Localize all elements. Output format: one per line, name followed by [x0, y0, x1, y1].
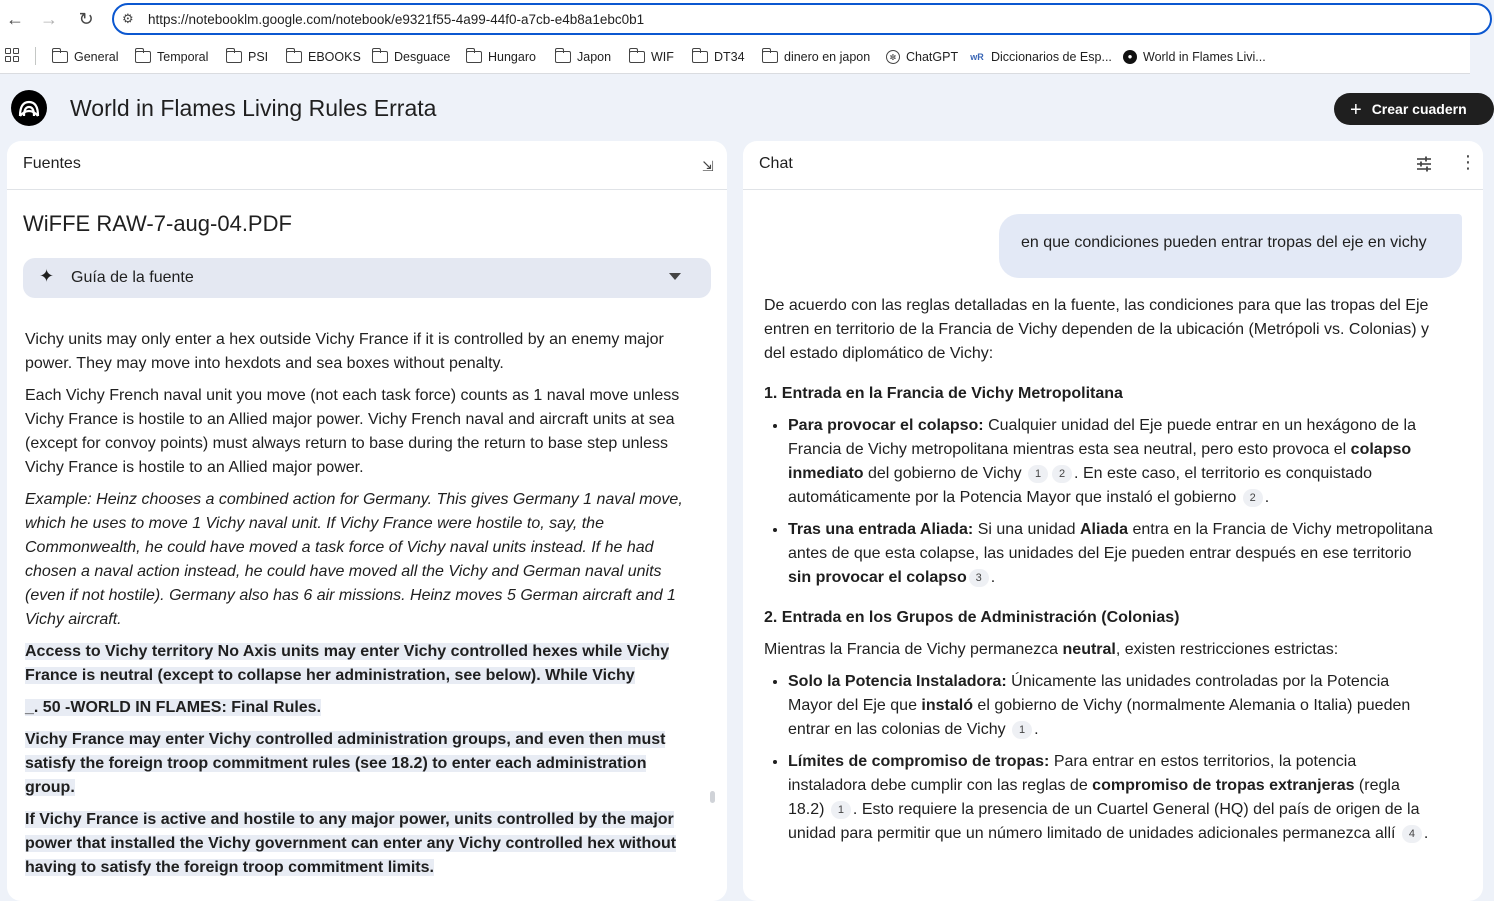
- bookmark-dinero-en-japon[interactable]: [762, 48, 870, 66]
- notebooklm-icon: ●: [1123, 50, 1137, 64]
- bookmark-psi[interactable]: [226, 48, 268, 66]
- bookmark-label: World in Flames Livi...: [1143, 50, 1266, 64]
- text: .: [990, 569, 996, 586]
- bold-text: Límites de compromiso de tropas:: [788, 753, 1050, 770]
- bold-text: Solo la Potencia Instaladora:: [788, 673, 1007, 690]
- notebooklm-logo-icon[interactable]: [11, 90, 47, 126]
- text: (regla 18.2): [788, 777, 1400, 818]
- citation-chip[interactable]: 2: [1052, 465, 1072, 483]
- bold-text: instaló: [921, 697, 973, 714]
- bookmarks-divider: [35, 47, 36, 65]
- bookmark-dt34[interactable]: [692, 48, 745, 66]
- notebook-title[interactable]: World in Flames Living Rules Errata: [70, 95, 437, 121]
- app-header: [0, 75, 1470, 140]
- source-content: [25, 328, 695, 888]
- assistant-response: [764, 294, 1434, 862]
- text: Mientras la Francia de Vichy permanezca: [764, 641, 1063, 658]
- scrollbar-thumb[interactable]: [710, 791, 715, 803]
- chat-panel: [743, 141, 1483, 901]
- bookmark-label: Desguace: [394, 50, 451, 64]
- text: , existen restricciones estrictas:: [1115, 641, 1339, 658]
- bold-text: colapso inmediato: [788, 441, 1412, 482]
- sources-panel-header: [7, 141, 727, 190]
- back-arrow-icon[interactable]: ←: [6, 9, 24, 29]
- text: Únicamente las unidades controladas por la Potencia Mayor del Eje que: [788, 673, 1390, 714]
- text: . En este caso, el territorio es conquistado automáticamente por la Potencia Mayor que instaló el gobierno: [788, 465, 1372, 506]
- wordreference-icon: wR: [970, 52, 984, 62]
- response-list: [788, 414, 1434, 590]
- bookmark-general[interactable]: [52, 48, 118, 66]
- source-paragraph: Vichy units may only enter a hex outside Vichy France if it is controlled by an enemy major power. They may move into hexdots and sea boxes without penalty.: [25, 331, 664, 372]
- plus-icon: +: [1350, 99, 1362, 121]
- bookmark-label: General: [74, 50, 119, 64]
- folder-icon: [226, 51, 242, 63]
- bold-text: Tras una entrada Aliada:: [788, 521, 974, 538]
- forward-arrow-icon[interactable]: →: [40, 9, 58, 29]
- bookmark-diccionarios[interactable]: [969, 48, 1112, 66]
- folder-icon: [555, 51, 571, 63]
- reload-icon[interactable]: ↻: [78, 9, 94, 29]
- bookmark-label: Japon: [577, 50, 612, 64]
- bookmark-temporal[interactable]: [135, 48, 208, 66]
- bold-text: sin provocar el colapso: [788, 569, 967, 586]
- bold-text: compromiso de tropas extranjeras: [1092, 777, 1355, 794]
- source-guide-label: Guía de la fuente: [71, 269, 194, 286]
- bookmark-hungaro[interactable]: [466, 48, 536, 66]
- address-bar[interactable]: [112, 3, 1492, 35]
- citation-chip[interactable]: 3: [969, 569, 989, 587]
- text: Para entrar en estos territorios, la potencia instaladora debe cumplir con las reglas de: [788, 753, 1357, 794]
- citation-chip[interactable]: 1: [1028, 465, 1048, 483]
- chatgpt-icon: ✼: [886, 50, 900, 64]
- response-list-item: [788, 670, 1434, 742]
- bookmark-label: ChatGPT: [906, 50, 959, 64]
- source-highlighted-paragraph[interactable]: [25, 640, 695, 688]
- bold-text: Aliada: [1080, 521, 1129, 538]
- response-list: [788, 670, 1434, 846]
- apps-grid-icon[interactable]: [5, 48, 19, 62]
- highlighted-text: If Vichy France is active and hostile to any major power, units controlled by the major power that installed the Vichy government can enter any Vichy controlled hex without having to satisfy the foreign troop commitment limits.: [25, 811, 677, 876]
- text: el gobierno de Vichy (normalmente Alemania o Italia) pueden entrar en las colonias de Vichy: [788, 697, 1411, 738]
- tune-settings-icon[interactable]: [1415, 155, 1433, 173]
- source-highlighted-paragraph[interactable]: [25, 728, 695, 800]
- text: .: [1034, 721, 1039, 738]
- sparkle-icon: ✦: [39, 266, 55, 286]
- text: .: [1264, 489, 1270, 506]
- text: . Esto requiere la presencia de un Cuartel General (HQ) del país de origen de la unidad para permitir que un número limitado de unidades adicionales permanezca allí: [788, 801, 1420, 842]
- chevron-down-icon: [669, 273, 681, 280]
- text: del gobierno de Vichy: [863, 465, 1027, 482]
- bold-text: neutral: [1062, 641, 1116, 658]
- response-heading: 1. Entrada en la Francia de Vichy Metropolitana: [764, 385, 1123, 402]
- user-message: en que condiciones pueden entrar tropas del eje en vichy: [999, 214, 1462, 278]
- bookmark-label: PSI: [248, 50, 269, 64]
- bookmarks-bar: [0, 38, 1470, 74]
- sources-panel: [7, 141, 727, 901]
- response-list-item: [788, 750, 1434, 846]
- source-guide-toggle[interactable]: [23, 258, 711, 298]
- citation-chip[interactable]: 1: [831, 801, 851, 819]
- folder-icon: [52, 51, 68, 63]
- bookmark-world-in-flames[interactable]: [1123, 48, 1266, 66]
- bookmark-chatgpt[interactable]: [886, 48, 958, 66]
- bookmark-label: WIF: [651, 50, 674, 64]
- response-intro: De acuerdo con las reglas detalladas en la fuente, las condiciones para que las tropas del Eje entren en territorio de la Francia de Vichy dependen de la ubicación (Metrópoli vs. Colonias) y del estado diplomático de Vichy:: [764, 297, 1429, 362]
- response-list-item: [788, 414, 1434, 510]
- text: entra en la Francia de Vichy metropolitana antes de que esta colapse, las unidades del Eje pueden entrar después en ese territorio: [788, 521, 1433, 562]
- text: Si una unidad: [973, 521, 1080, 538]
- folder-icon: [692, 51, 708, 63]
- chat-panel-title: Chat: [759, 155, 793, 172]
- browser-toolbar: [0, 0, 1470, 38]
- bookmark-wif[interactable]: [629, 48, 674, 66]
- citation-chip[interactable]: 1: [1012, 721, 1032, 739]
- highlighted-text: Access to Vichy territory No Axis units may enter Vichy controlled hexes while Vichy France is neutral (except to collapse her administration, see below). While Vichy: [25, 643, 670, 684]
- bookmark-label: EBOOKS: [308, 50, 361, 64]
- bookmark-ebooks[interactable]: [286, 48, 361, 66]
- text: .: [1423, 825, 1429, 842]
- text: Cualquier unidad del Eje puede entrar en un hexágono de la Francia de Vichy metropolitana mientras esta sea neutral, pero esto provoca el: [788, 417, 1416, 458]
- bookmark-label: Temporal: [157, 50, 209, 64]
- folder-icon: [466, 51, 482, 63]
- site-settings-icon[interactable]: ⚙: [122, 11, 134, 26]
- folder-icon: [135, 51, 151, 63]
- folder-icon: [286, 51, 302, 63]
- sources-panel-title: Fuentes: [23, 155, 81, 172]
- bookmark-label: Hungaro: [488, 50, 536, 64]
- bookmark-label: dinero en japon: [784, 50, 871, 64]
- folder-icon: [762, 51, 778, 63]
- create-notebook-button[interactable]: [1334, 93, 1494, 125]
- source-paragraph: Each Vichy French naval unit you move (not each task force) counts as 1 naval move unless Vichy France is hostile to an Allied major power. Vichy French naval and aircraft units at sea (except for convoy points) must always return to base during the return to base step unless Vichy France is hostile to an Allied major power.: [25, 387, 680, 476]
- citation-chip[interactable]: 2: [1243, 489, 1263, 507]
- highlighted-text: Vichy France may enter Vichy controlled administration groups, and even then must satisfy the foreign troop commitment rules (see 18.2) to enter each administration group.: [25, 731, 666, 796]
- source-highlighted-paragraph[interactable]: [25, 808, 695, 880]
- source-document-title: WiFFE RAW-7-aug-04.PDF: [23, 211, 292, 236]
- source-example-paragraph: Example: Heinz chooses a combined action for Germany. This gives Germany 1 naval move, which he uses to move 1 Vichy naval unit. If Vichy France were hostile to, say, the Commonwealth, he could have moved a task force of Vichy naval units instead. If he had chosen a naval action instead, he could have moved all the Vichy and German naval units (even if not hostile). Germany also has 6 air missions. Heinz moves 5 German aircraft and 1 Vichy aircraft.: [25, 491, 683, 628]
- collapse-panel-icon[interactable]: ⇲: [702, 158, 714, 174]
- bookmark-label: DT34: [714, 50, 745, 64]
- url-text[interactable]: https://notebooklm.google.com/notebook/e9321f55-4a99-44f0-a7cb-e4b8a1ebc0b1: [148, 12, 645, 27]
- bookmark-desguace[interactable]: [372, 48, 450, 66]
- source-highlighted-paragraph[interactable]: [25, 696, 695, 720]
- highlighted-text: _. 50 -WORLD IN FLAMES: Final Rules.: [25, 699, 322, 716]
- more-options-icon[interactable]: ⋮: [1459, 152, 1477, 172]
- create-notebook-label: Crear cuadern: [1371, 101, 1467, 117]
- citation-chip[interactable]: 4: [1402, 825, 1422, 843]
- bold-text: Para provocar el colapso:: [788, 417, 984, 434]
- folder-icon: [372, 51, 388, 63]
- response-heading: 2. Entrada en los Grupos de Administración (Colonias): [764, 609, 1180, 626]
- response-list-item: [788, 518, 1434, 590]
- folder-icon: [629, 51, 645, 63]
- bookmark-japon[interactable]: [555, 48, 611, 66]
- response-paragraph: [764, 638, 1434, 662]
- chat-panel-header: [743, 141, 1483, 190]
- bookmark-label: Diccionarios de Esp...: [991, 50, 1112, 64]
